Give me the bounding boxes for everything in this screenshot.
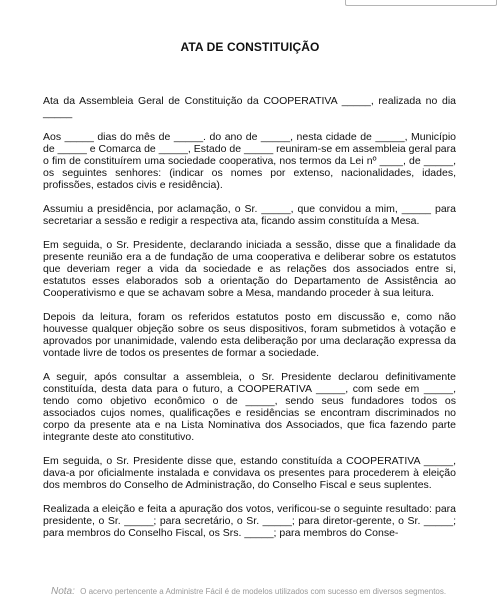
paragraph-intro: Ata da Assembleia Geral de Constituição da COOPERATIVA _____, realizada no dia _____ [43,95,456,119]
paragraph-election-results: Realizada a eleição e feita a apuração dos votos, verificou-se o seguinte resultado: para presidente, o Sr. _____; para secretário, o Sr. _____; para diretor-gerente, o Sr. _____; para membros do Conselho Fiscal, os Srs. _____; para membros do Conse- [43,503,456,539]
paragraph-presidency: Assumiu a presidência, por aclamação, o Sr. _____, que convidou a mim, _____ para secretariar a sessão e redigir a respectiva ata, ficando assim constituída a Mesa. [43,203,456,227]
document-body [43,95,456,551]
note-text: O acervo pertencente a Administre Fácil é de modelos utilizados com sucesso em diversos segmentos. [80,587,447,596]
paragraph-session-opening: Em seguida, o Sr. Presidente, declarando iniciada a sessão, disse que a finalidade da presente reunião era a de fundação de uma cooperativa e deliberar sobre os estatutos que deveriam reger a vida da sociedade e as relações dos associados entre si, estatutos esses elaborados sob a orientação do Departamento de Assistência ao Cooperativismo e que se achavam sobre a Mesa, mandando proceder à sua leitura. [43,239,456,299]
footer-note [51,586,491,597]
paragraph-statutes-approval: Depois da leitura, foram os referidos estatutos posto em discussão e, como não houvesse qualquer objeção sobre os seus dispositivos, foram submetidos à votação e aprovados por unanimidade, valendo esta deliberação por uma declaração expressa da vontade livre de todos os presentes de formar a sociedade. [43,311,456,359]
paragraph-constitution: A seguir, após consultar a assembleia, o Sr. Presidente declarou definitivamente constituída, desta data para o futuro, a COOPERATIVA _____, com sede em _____, tendo como objetivo econômico o de _____, sendo seus fundadores todos os associados cujos nomes, qualificações e residências se encontram discriminados no corpo da presente ata e na Lista Nominativa dos Associados, que fica fazendo parte integrante deste ato constitutivo. [43,371,456,443]
note-label: Nota: [51,586,75,597]
paragraph-attendees: Aos _____ dias do mês de _____. do ano de _____, nesta cidade de _____, Município de _____ e Comarca de _____, Estado de _____ reuniram-se em assembleia geral para o fim de constituírem uma sociedade cooperativa, nos termos da Lei nº ____, de _____, os seguintes senhores: (indicar os nomes por extenso, nacionalidades, idades, profissões, estados civis e residência). [43,131,456,191]
top-corner-box [345,0,497,6]
document-title: ATA DE CONSTITUIÇÃO [180,40,320,54]
paragraph-installation: Em seguida, o Sr. Presidente disse que, estando constituída a COOPERATIVA _____, dava-a por oficialmente instalada e convidava os presentes para procederem à eleição dos membros do Conselho de Administração, do Conselho Fiscal e seus suplentes. [43,455,456,491]
